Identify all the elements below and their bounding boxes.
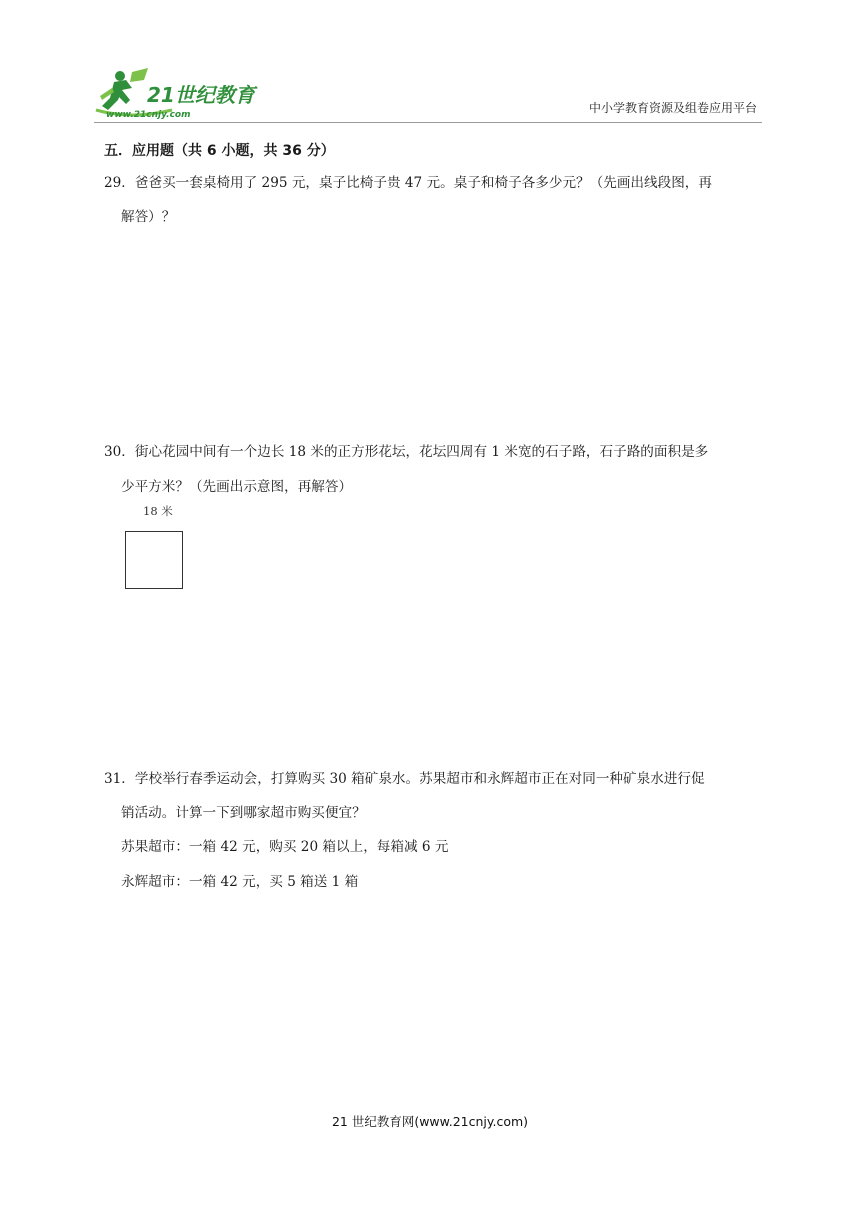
- logo-text: 21世纪教育: [147, 83, 255, 107]
- section-title: 五．应用题（共 6 小题，共 36 分）: [104, 143, 335, 159]
- flower-bed-square: [125, 531, 183, 589]
- question-29-line-2: 解答）？: [121, 209, 176, 225]
- question-31-offer-yonghui: 永辉超市：一箱 42 元，买 5 箱送 1 箱: [121, 874, 359, 890]
- question-30-line-2: 少平方米？（先画出示意图，再解答）: [121, 479, 353, 495]
- question-31-line-2: 销活动。计算一下到哪家超市购买便宜？: [121, 805, 366, 821]
- question-29-line-1: 29．爸爸买一套桌椅用了 295 元，桌子比椅子贵 47 元。桌子和椅子各多少元？（先画出线段图，再: [104, 175, 712, 191]
- header-divider: [94, 122, 762, 123]
- question-31-line-1: 31．学校举行春季运动会，打算购买 30 箱矿泉水。苏果超市和永辉超市正在对同一种矿泉水进行促: [104, 771, 705, 787]
- runner-logo-icon: [92, 66, 267, 122]
- footer-text: 21 世纪教育网(www.21cnjy.com): [331, 1114, 529, 1129]
- site-logo: [92, 66, 267, 122]
- question-30-line-1: 30．街心花园中间有一个边长 18 米的正方形花坛，花坛四周有 1 米宽的石子路，石子路的面积是多: [104, 444, 709, 460]
- square-side-label: 18 米: [143, 504, 173, 518]
- header-tagline: 中小学教育资源及组卷应用平台: [588, 101, 757, 115]
- question-31-offer-suguo: 苏果超市：一箱 42 元，购买 20 箱以上，每箱减 6 元: [121, 839, 449, 855]
- logo-url: www.21cnjy.com: [106, 110, 191, 120]
